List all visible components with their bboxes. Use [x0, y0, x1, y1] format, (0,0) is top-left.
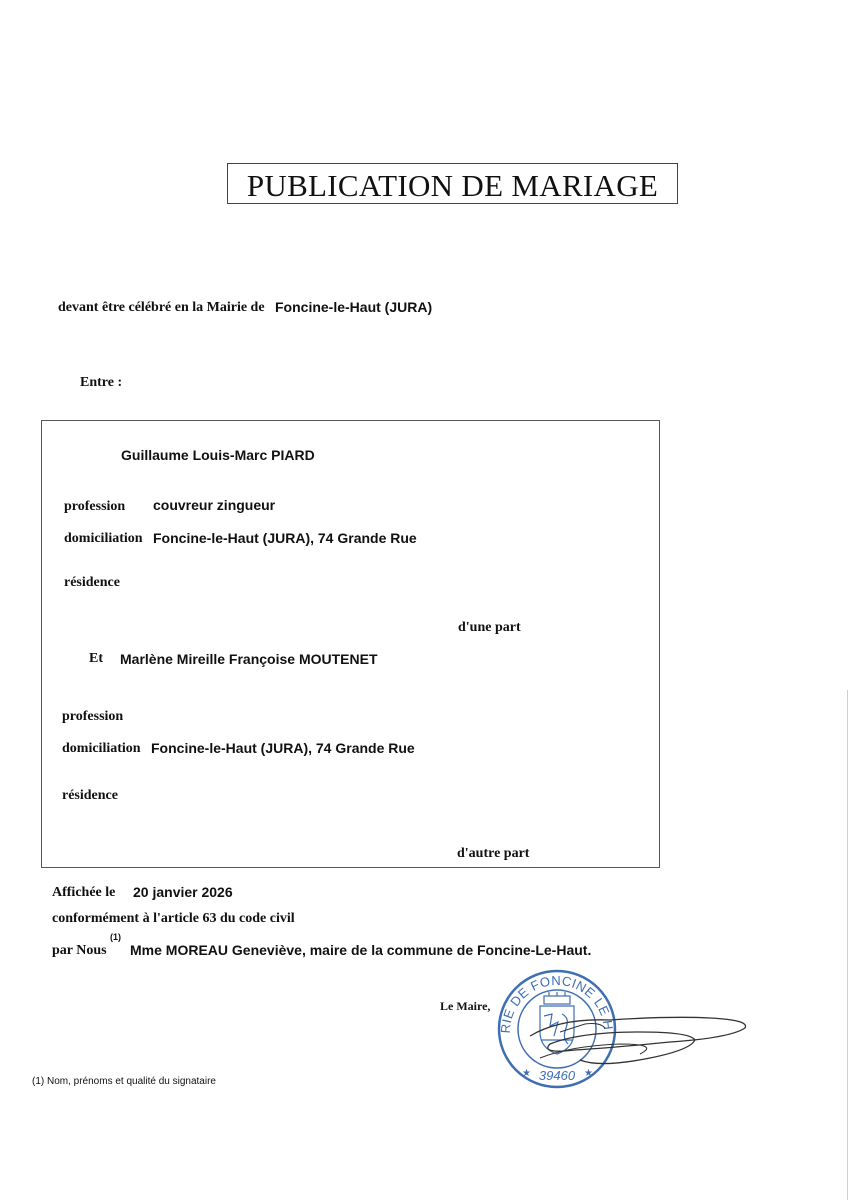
page-title: PUBLICATION DE MARIAGE [246, 168, 659, 203]
party1-profession-value: couvreur zingueur [153, 497, 276, 513]
party1-domiciliation-value: Foncine-le-Haut (JURA), 74 Grande Rue [153, 530, 417, 546]
title-box [227, 163, 678, 204]
party2-domiciliation-value: Foncine-le-Haut (JURA), 74 Grande Rue [151, 740, 415, 756]
parties-box [41, 420, 660, 868]
party2-name: Marlène Mireille Françoise MOUTENET [120, 651, 378, 667]
venue-label: devant être célébré en la Mairie de [58, 300, 265, 315]
le-maire-label: Le Maire, [440, 999, 491, 1013]
footnote-text: (1) Nom, prénoms et qualité du signataire [32, 1076, 216, 1087]
party1-residence-label: résidence [64, 575, 120, 590]
svg-text:★: ★ [584, 1068, 593, 1079]
signature-icon [500, 988, 760, 1078]
par-nous-value: Mme MOREAU Geneviève, maire de la commune de Foncine-Le-Haut. [130, 942, 592, 958]
party1-domiciliation-label: domiciliation [64, 531, 143, 546]
footnote-marker: (1) [110, 932, 121, 942]
svg-text:MAIRIE DE FONCINE LE HAUT: RIE DE FONCINE LE H [497, 972, 617, 1034]
party2-et-label: Et [89, 651, 103, 666]
entre-label: Entre : [80, 375, 123, 390]
party1-name: Guillaume Louis-Marc PIARD [121, 447, 315, 463]
svg-text:39460: 39460 [538, 1068, 576, 1083]
conformement-text: conformément à l'article 63 du code civil [52, 911, 295, 926]
party2-profession-label: profession [62, 709, 124, 724]
svg-text:★: ★ [522, 1068, 531, 1079]
scan-edge-line [847, 690, 848, 1200]
party2-part-label: d'autre part [457, 846, 530, 861]
party1-profession-label: profession [64, 499, 126, 514]
venue-value: Foncine-le-Haut (JURA) [275, 299, 433, 315]
affichee-date: 20 janvier 2026 [133, 884, 233, 900]
party2-residence-label: résidence [62, 788, 118, 803]
affichee-label: Affichée le [52, 885, 116, 900]
party2-domiciliation-label: domiciliation [62, 741, 141, 756]
party1-part-label: d'une part [458, 620, 521, 635]
par-nous-label: par Nous [52, 943, 107, 958]
